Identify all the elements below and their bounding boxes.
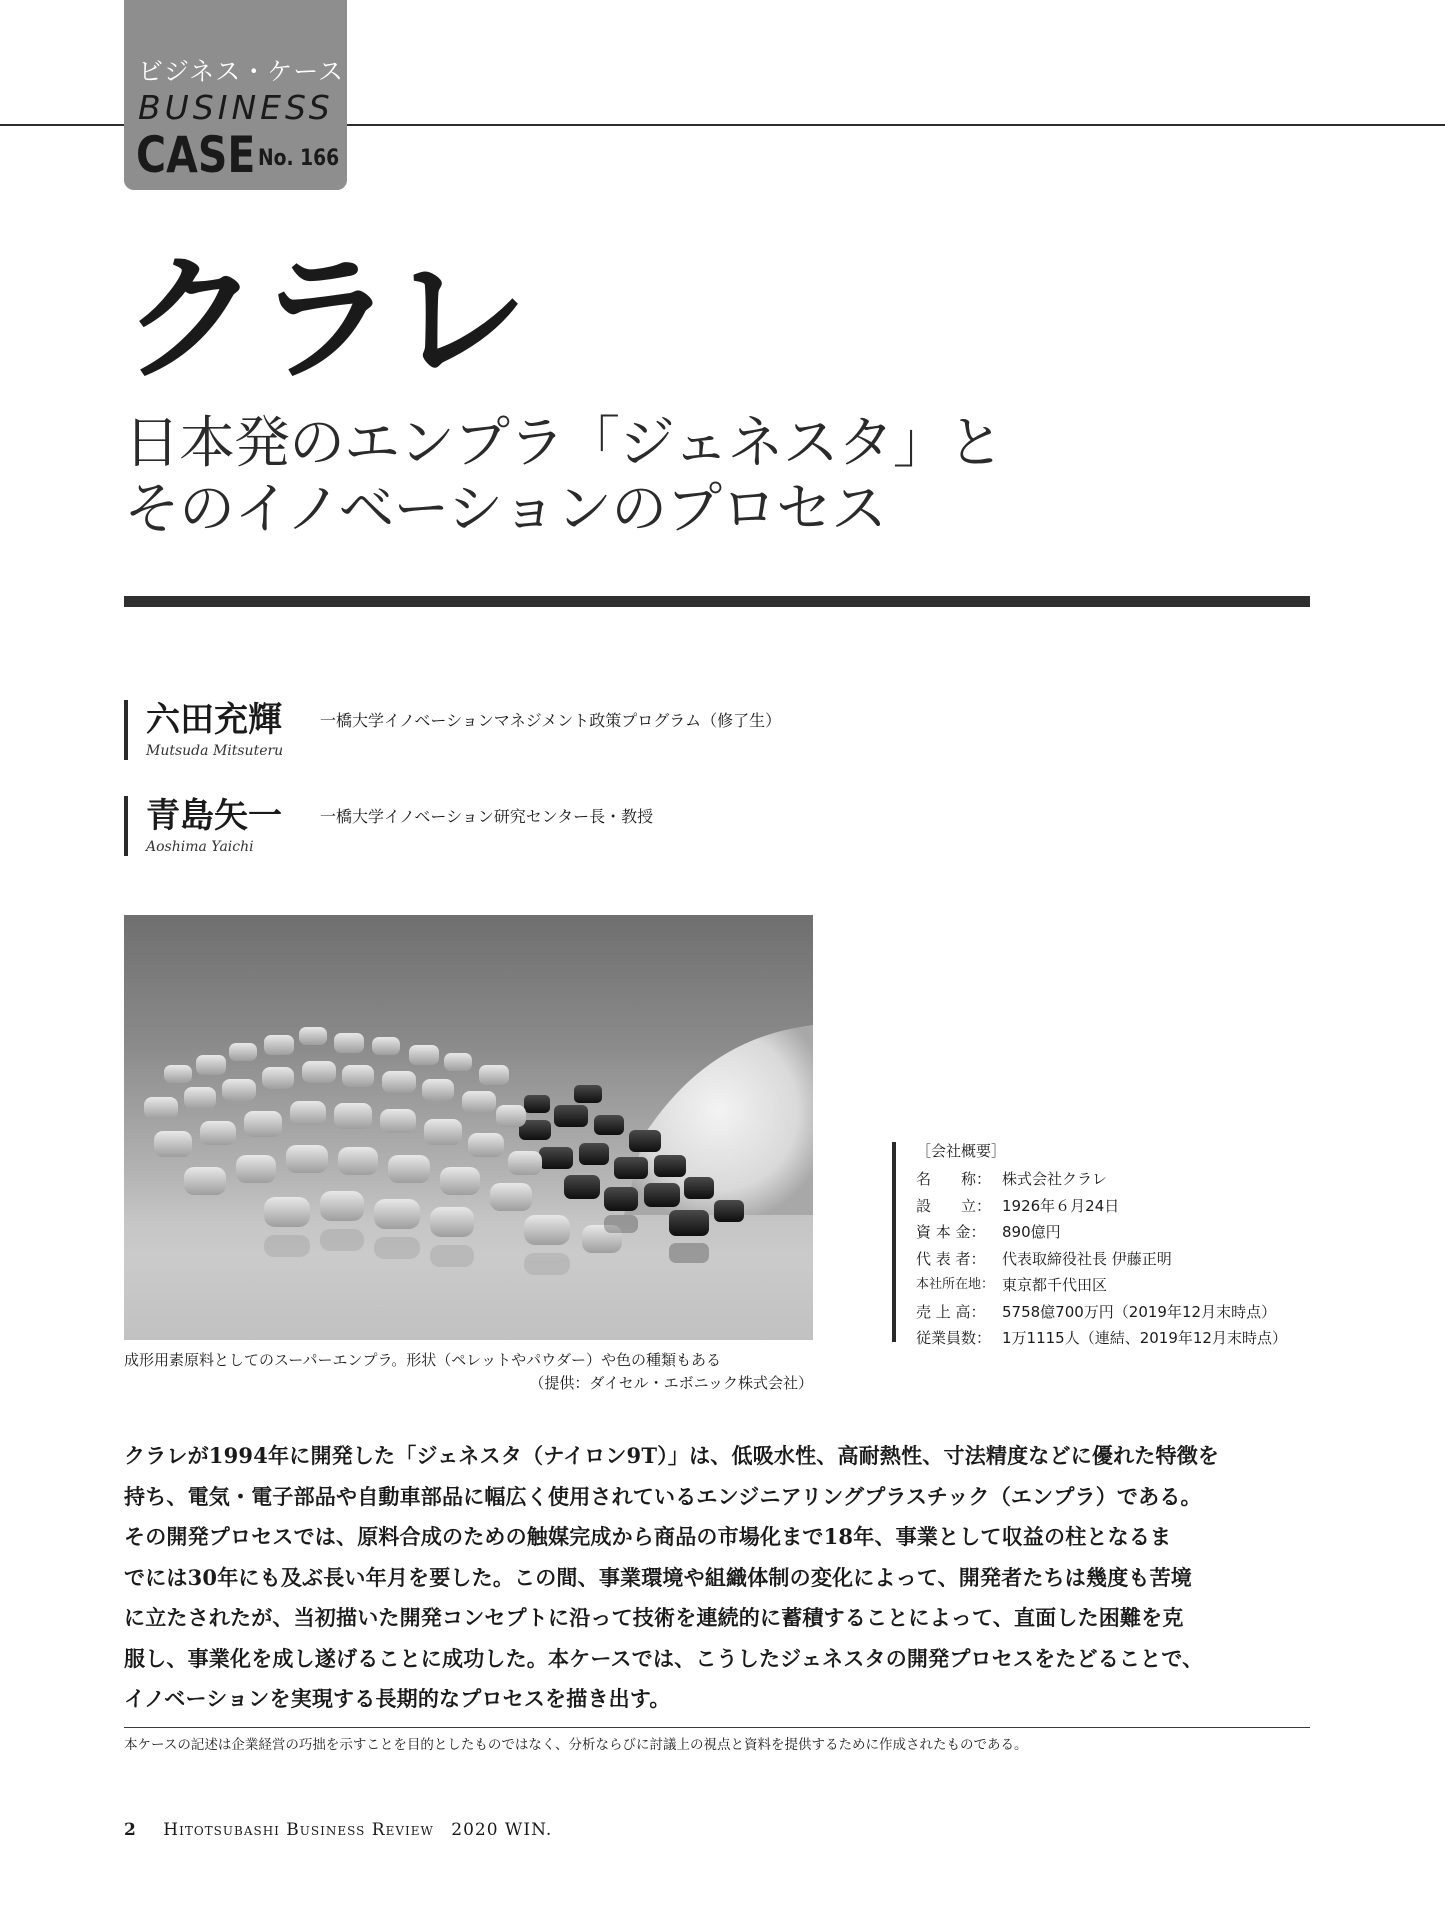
overview-label: 設 立：	[916, 1196, 992, 1215]
lead-line: その開発プロセスでは、原料合成のための触媒完成から商品の市場化まで18年、事業として収益の柱となるま	[124, 1524, 1172, 1549]
author-bar	[124, 700, 128, 760]
overview-row	[916, 1272, 1287, 1299]
overview-value: 1万1115人（連結、2019年12月末時点）	[1002, 1329, 1287, 1347]
lead-line: クラレが1994年に開発した「ジェネスタ（ナイロン9T）」は、低吸水性、高耐熱性、寸法精度などに優れた特徴を	[124, 1443, 1220, 1468]
lead-line: でには30年にも及ぶ長い年月を要した。この間、事業環境や組織体制の変化によって、開発者たちは幾度も苦境	[124, 1564, 1192, 1590]
overview-value: 890億円	[1002, 1223, 1061, 1241]
article-subtitle-line-2: そのイノベーションのプロセス	[124, 477, 887, 542]
overview-label: 売 上 高：	[916, 1302, 986, 1321]
overview-value: 東京都千代田区	[1002, 1276, 1108, 1294]
overview-label: 従業員数：	[916, 1329, 992, 1347]
page-number: 2	[124, 1820, 136, 1840]
author-bar	[124, 796, 128, 856]
page-footer	[124, 1818, 552, 1842]
overview-value: 代表取締役社長 伊藤正明	[1002, 1249, 1172, 1268]
badge-business-label: BUSINESS	[138, 88, 334, 127]
article-title: クラレ	[122, 239, 525, 400]
author-affiliation: 一橋大学イノベーションマネジメント政策プログラム（修了生）	[320, 711, 782, 730]
disclaimer-note: 本ケースの記述は企業経営の巧拙を示すことを目的としたものではなく、分析ならびに討議上の視点と資料を提供するために作成されたものである。	[124, 1737, 1028, 1753]
title-rule	[124, 596, 1310, 607]
overview-label: 代 表 者：	[916, 1249, 986, 1268]
overview-heading: ［会社概要］	[916, 1142, 1007, 1160]
author-name: 六田充輝	[146, 700, 282, 740]
author-name: 青島矢一	[146, 796, 282, 836]
overview-bar	[892, 1142, 896, 1342]
author-romaji: Mutsuda Mitsuteru	[146, 743, 284, 759]
article-subtitle-line-1: 日本発のエンプラ「ジェネスタ」と	[124, 411, 1003, 476]
author-affiliation: 一橋大学イノベーション研究センター長・教授	[320, 807, 654, 826]
overview-row	[916, 1166, 1287, 1193]
disclaimer-rule	[124, 1727, 1310, 1728]
overview-row	[916, 1325, 1287, 1352]
overview-value: 株式会社クラレ	[1002, 1170, 1108, 1188]
overview-label: 名 称：	[916, 1170, 992, 1188]
lead-line: 持ち、電気・電子部品や自動車部品に幅広く使用されているエンジニアリングプラスチック（エンプラ）である。	[124, 1483, 1202, 1509]
overview-row	[916, 1193, 1287, 1220]
overview-row	[916, 1299, 1287, 1326]
overview-row	[916, 1246, 1287, 1273]
overview-rows	[916, 1166, 1287, 1352]
lead-paragraph	[124, 1436, 1310, 1720]
badge-jp-label: ビジネス・ケース	[138, 57, 345, 86]
pellet-photo	[124, 915, 813, 1340]
photo-credit: （提供：ダイセル・エボニック株式会社）	[529, 1374, 813, 1392]
overview-label: 本社所在地：	[916, 1277, 995, 1292]
badge-case-number: No. 166	[258, 146, 340, 171]
photo-caption-line-1: 成形用素原料としてのスーパーエンプラ。形状（ペレットやパウダー）や色の種類もある	[124, 1351, 722, 1369]
overview-value: 1926年６月24日	[1002, 1196, 1120, 1215]
overview-row	[916, 1219, 1287, 1246]
overview-label: 資 本 金：	[916, 1223, 986, 1241]
business-case-badge	[124, 0, 347, 190]
author-romaji: Aoshima Yaichi	[146, 839, 254, 855]
photo-caption	[124, 1349, 813, 1395]
overview-value: 5758億700万円（2019年12月末時点）	[1002, 1302, 1277, 1321]
badge-case-label: CASE	[136, 126, 256, 184]
lead-line: 服し、事業化を成し遂げることに成功した。本ケースでは、こうしたジェネスタの開発プロセスをたどることで、	[124, 1645, 1204, 1671]
journal-issue: 2020 WIN.	[451, 1820, 553, 1840]
lead-line: イノベーションを実現する長期的なプロセスを描き出す。	[124, 1686, 671, 1711]
journal-name: Hitotsubashi Business Review	[163, 1820, 434, 1840]
pellet-photo-illustration	[124, 915, 813, 1340]
lead-line: に立たされたが、当初描いた開発コンセプトに沿って技術を連続的に蓄積することによって、直面した困難を克	[124, 1605, 1184, 1630]
